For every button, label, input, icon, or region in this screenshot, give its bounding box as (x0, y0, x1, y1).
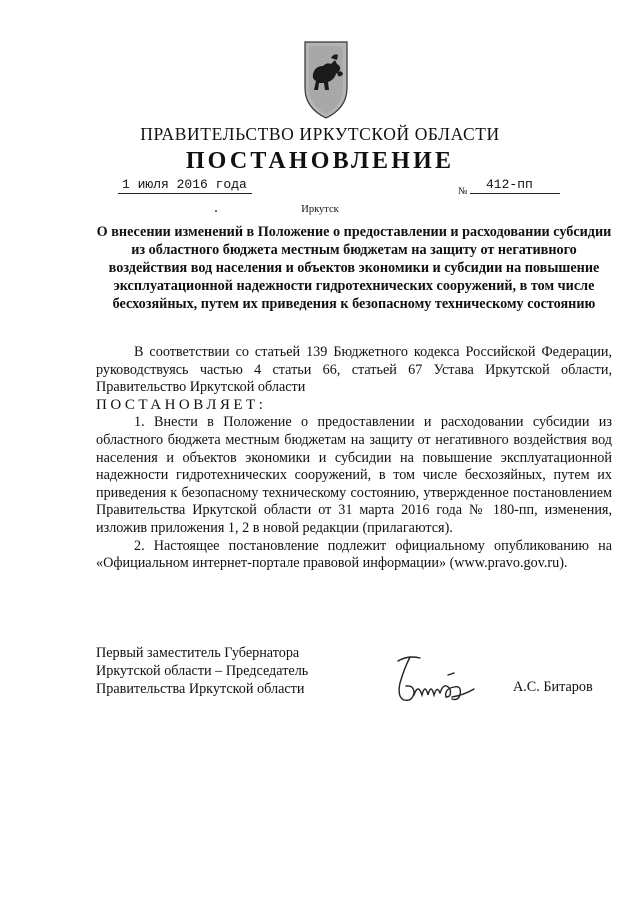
document-number: 412-пп (470, 177, 560, 194)
item-1-paragraph: 1. Внести в Положение о предоставлении и расходовании субсидии из областного бюджета местным бюджетам на защиту от негативного воздействия вод населения и объектов экономики и субсидии на повышение эксплуатационной надежности гидротехнических сооружений, в том числе бесхозяйных, путем их приведения к безопасному техническому состоянию, утвержденное постановлением Правительства Иркутской области от 31 марта 2016 года № 180-пп, изменения, изложив приложения 1, 2 в новой редакции (прилагаются). (96, 414, 612, 536)
position-line: Иркутской области – Председатель (96, 663, 309, 679)
handwritten-signature (388, 653, 480, 705)
number-sign: № (458, 186, 468, 197)
resolves-word: ПОСТАНОВЛЯЕТ: (96, 396, 267, 413)
government-title: ПРАВИТЕЛЬСТВО ИРКУТСКОЙ ОБЛАСТИ (140, 124, 500, 144)
document-body (96, 344, 612, 573)
position-line: Первый заместитель Губернатора (96, 645, 300, 661)
city: Иркутск (301, 204, 339, 215)
dot-mark (215, 210, 217, 212)
document-heading: О внесении изменений в Положение о предоставлении и расходовании субсидии из областного бюджета местным бюджетам на защиту от негативного воздействия вод населения и объектов экономики и субсидии на повышение эксплуатационной надежности гидротехнических сооружений, в том числе бесхозяйных, путем их приведения к безопасному техническому состоянию (96, 224, 612, 312)
signer-name: А.С. Битаров (513, 679, 593, 695)
coat-of-arms-icon (301, 36, 351, 122)
document-date: 1 июля 2016 года (118, 177, 252, 194)
position-line: Правительства Иркутской области (96, 681, 305, 697)
preamble-paragraph: В соответствии со статьей 139 Бюджетного кодекса Российской Федерации, руководствуясь частью 4 статьи 66, статьей 67 Устава Иркутской области, Правительство Иркутской области (96, 344, 612, 396)
item-2-paragraph: 2. Настоящее постановление подлежит официальному опубликованию на «Официальном интернет-портале правовой информации» (www.pravo.gov.ru). (96, 537, 612, 572)
document-type: ПОСТАНОВЛЕНИЕ (185, 148, 455, 174)
signatory-position (96, 644, 308, 698)
